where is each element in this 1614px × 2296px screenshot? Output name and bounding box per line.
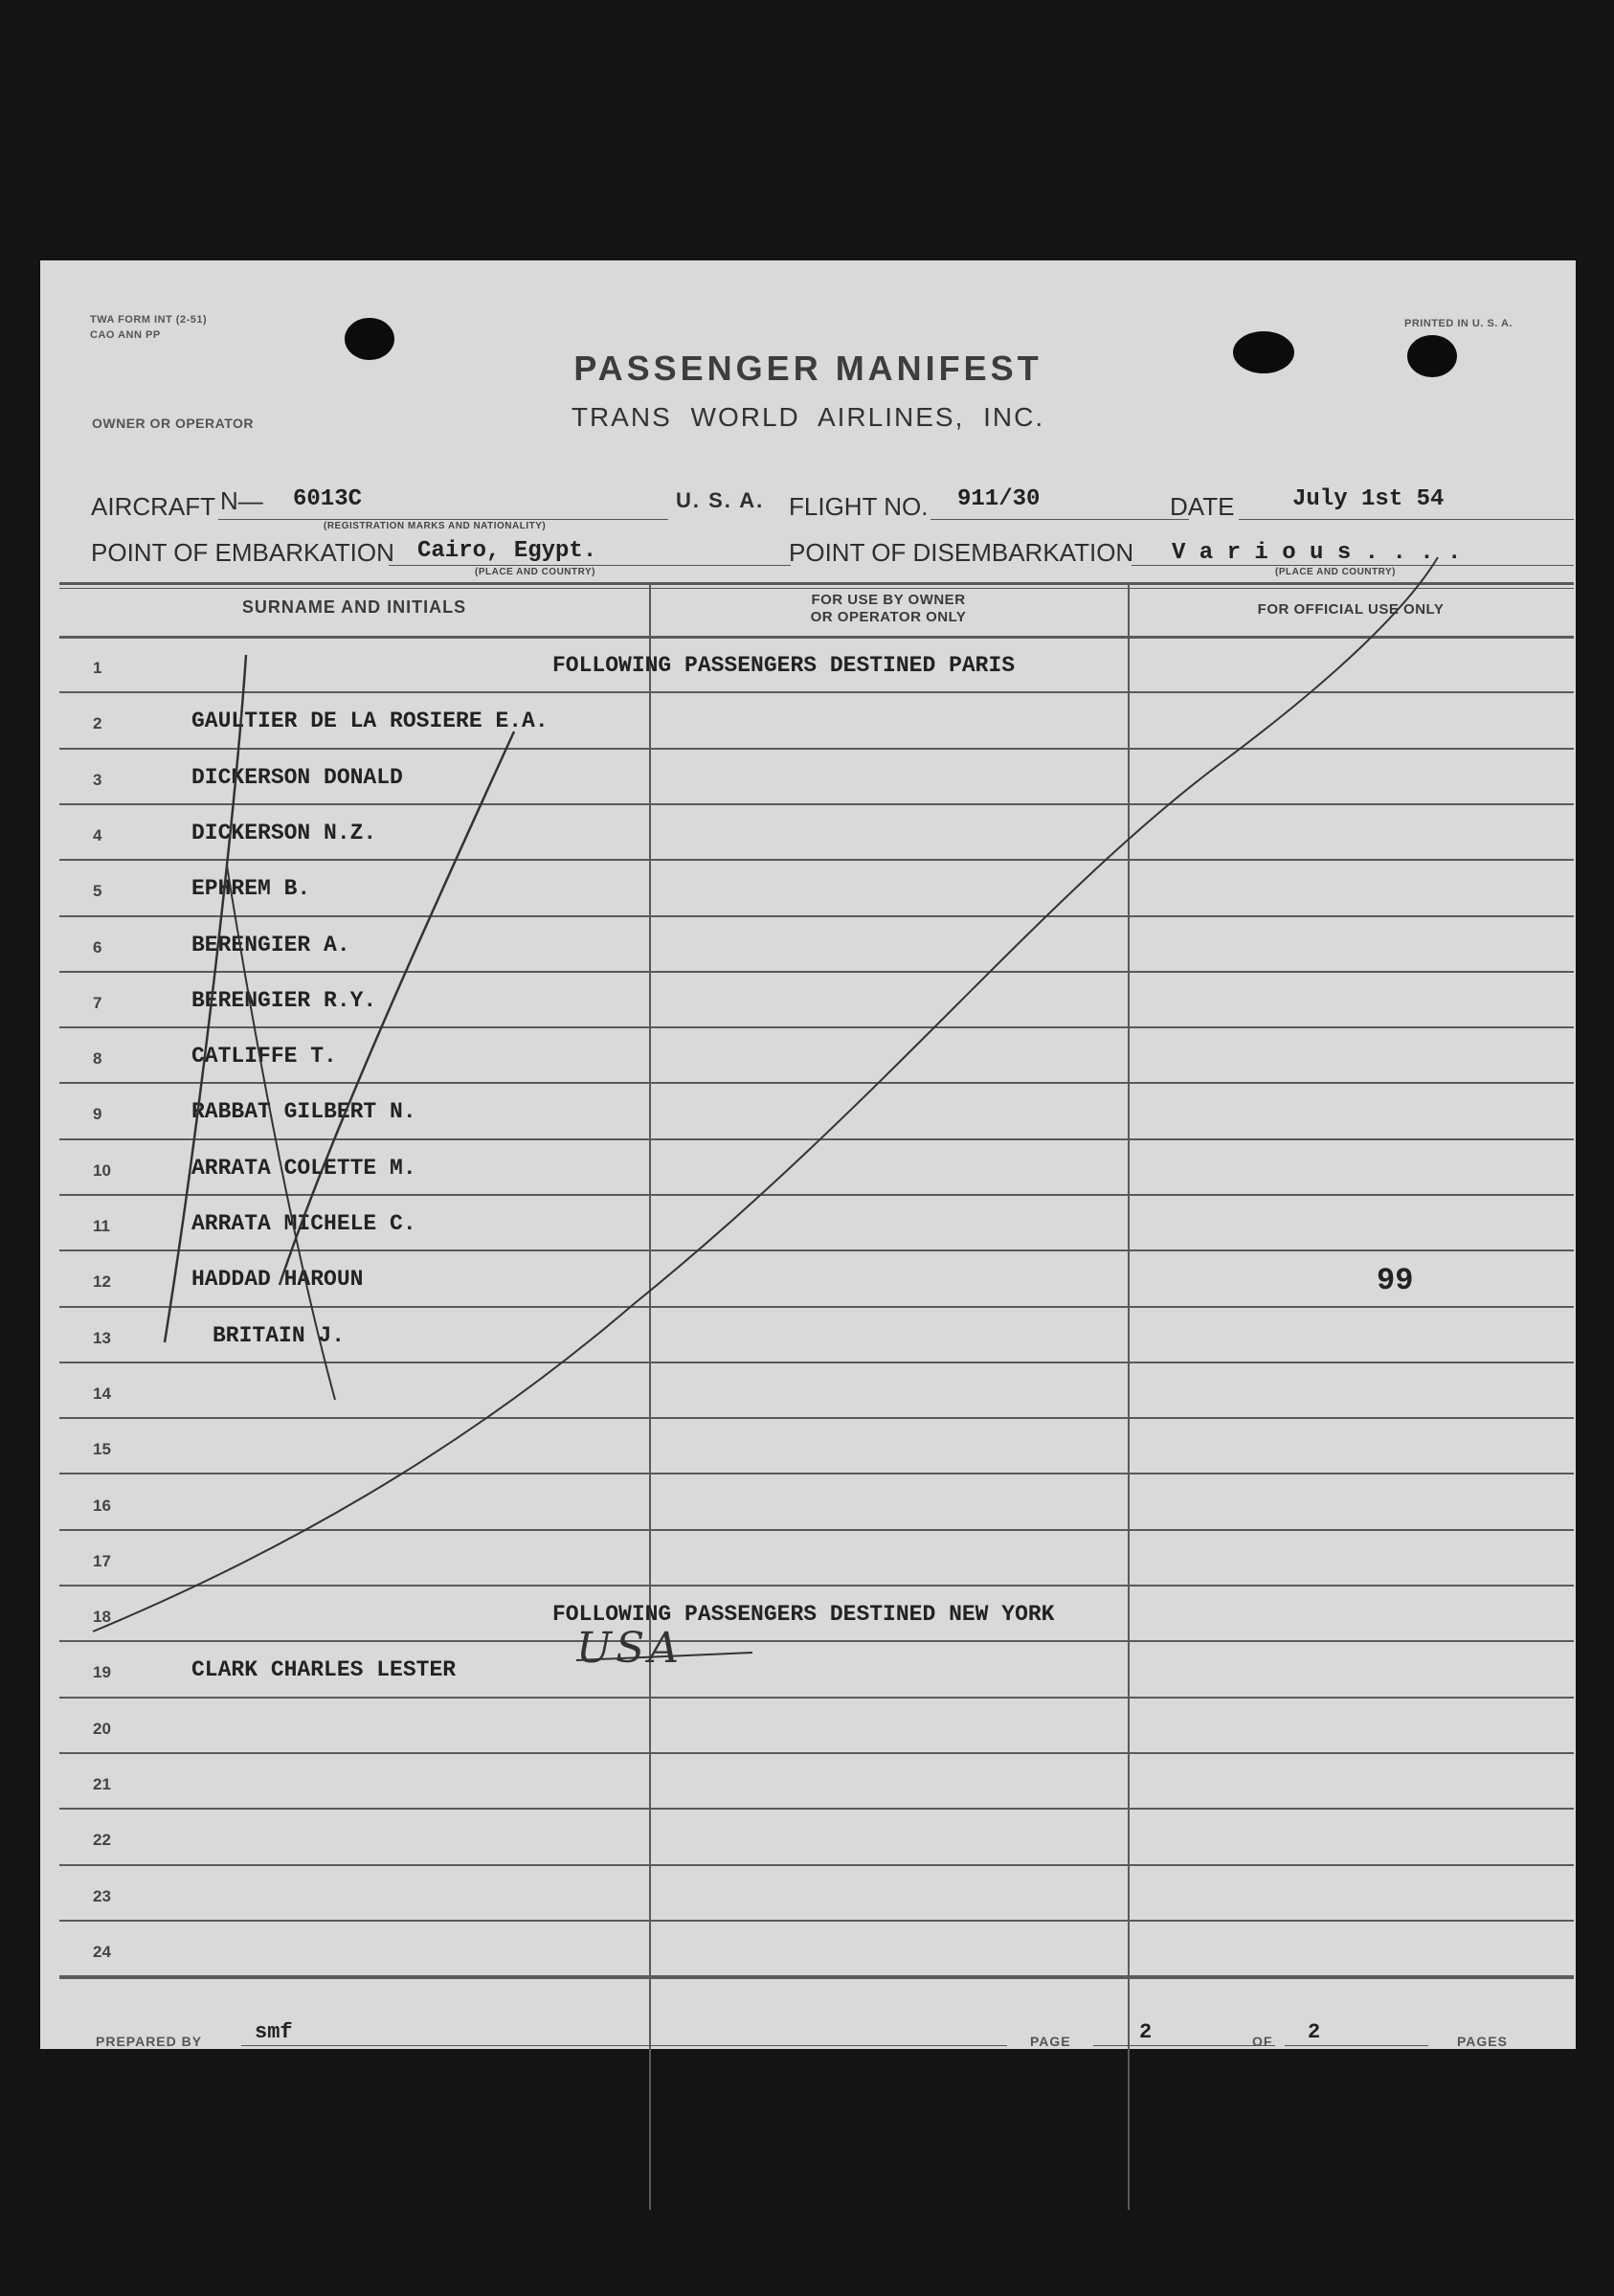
- passenger-name: DICKERSON DONALD: [191, 765, 403, 790]
- cancel-stroke-2: [280, 732, 514, 1285]
- handwritten-note: USA: [576, 1624, 683, 1673]
- page-label: PAGE: [1030, 2034, 1071, 2049]
- page-value: 2: [1139, 2020, 1153, 2044]
- row-number: 14: [93, 1384, 111, 1403]
- passenger-name: HADDAD HAROUN: [191, 1267, 364, 1292]
- row-number: 1: [93, 659, 102, 677]
- row-number: 5: [93, 882, 102, 900]
- prepared-label: PREPARED BY: [96, 2034, 203, 2049]
- printed-in: PRINTED IN U. S. A.: [1404, 318, 1513, 329]
- official-mark: 99: [1377, 1263, 1414, 1298]
- row-number: 17: [93, 1552, 111, 1570]
- form-code-line2: CAO ANN PP: [90, 329, 161, 341]
- aircraft-value: 6013C: [293, 486, 363, 512]
- aircraft-prefix: N—: [220, 486, 263, 515]
- column-header-official-use: FOR OFFICIAL USE ONLY: [1257, 601, 1445, 618]
- pages-label: PAGES: [1457, 2034, 1508, 2049]
- embarkation-label: POINT OF EMBARKATION: [91, 538, 394, 567]
- company-name: TRANS WORLD AIRLINES, INC.: [571, 402, 1045, 432]
- flight-value: 911/30: [957, 486, 1041, 512]
- row-number: 8: [93, 1049, 102, 1068]
- destination-heading: FOLLOWING PASSENGERS DESTINED NEW YORK: [552, 1602, 1055, 1627]
- row-number: 16: [93, 1497, 111, 1515]
- date-value: July 1st 54: [1292, 486, 1445, 512]
- row-number: 12: [93, 1272, 111, 1291]
- row-number: 3: [93, 771, 102, 789]
- disembarkation-label: POINT OF DISEMBARKATION: [789, 538, 1134, 567]
- date-label: DATE: [1170, 492, 1235, 521]
- passenger-name: EPHREM B.: [191, 876, 311, 901]
- passenger-name: BRITAIN J.: [213, 1323, 346, 1348]
- passenger-name: ARRATA COLETTE M.: [191, 1156, 416, 1181]
- column-header-owner-use-2: OR OPERATOR ONLY: [810, 609, 967, 625]
- row-number: 13: [93, 1329, 111, 1347]
- destination-heading: FOLLOWING PASSENGERS DESTINED PARIS: [552, 653, 1016, 678]
- cancel-stroke-1: [165, 655, 246, 1342]
- of-value: 2: [1308, 2020, 1321, 2044]
- form-title: PASSENGER MANIFEST: [573, 349, 1042, 388]
- passenger-name: BERENGIER R.Y.: [191, 988, 377, 1013]
- row-number: 10: [93, 1161, 111, 1180]
- passenger-name: RABBAT GILBERT N.: [191, 1099, 416, 1124]
- passenger-name: CLARK CHARLES LESTER: [191, 1657, 457, 1682]
- aircraft-label: AIRCRAFT: [91, 492, 215, 521]
- manifest-page: [40, 260, 1576, 2049]
- flight-label: FLIGHT NO.: [789, 492, 929, 521]
- row-number: 22: [93, 1831, 111, 1849]
- prepared-value: smf: [255, 2020, 293, 2044]
- cancel-stroke-3: [227, 866, 335, 1400]
- form-code-line1: TWA FORM INT (2-51): [90, 314, 208, 326]
- cancel-diagonal-line: [93, 557, 1438, 1632]
- column-header-owner-use-1: FOR USE BY OWNER: [811, 592, 966, 608]
- place-caption2: (PLACE AND COUNTRY): [1275, 567, 1396, 577]
- hand-marks: [40, 260, 1576, 2049]
- passenger-name: GAULTIER DE LA ROSIERE E.A.: [191, 709, 549, 733]
- row-number: 21: [93, 1775, 111, 1793]
- row-number: 19: [93, 1663, 111, 1681]
- column-header-surname: SURNAME AND INITIALS: [241, 597, 467, 617]
- row-number: 23: [93, 1887, 111, 1905]
- row-number: 18: [93, 1608, 111, 1626]
- registration-caption: (REGISTRATION MARKS AND NATIONALITY): [324, 521, 547, 531]
- row-number: 2: [93, 714, 102, 732]
- passenger-name: CATLIFFE T.: [191, 1044, 337, 1069]
- passenger-name: BERENGIER A.: [191, 933, 350, 957]
- row-number: 7: [93, 994, 102, 1012]
- nationality: U. S. A.: [676, 488, 765, 512]
- of-label: OF: [1252, 2034, 1273, 2049]
- row-number: 4: [93, 826, 102, 844]
- row-number: 11: [93, 1217, 110, 1235]
- row-number: 20: [93, 1720, 111, 1738]
- owner-label: OWNER OR OPERATOR: [92, 416, 254, 431]
- passenger-name: DICKERSON N.Z.: [191, 821, 377, 845]
- embarkation-value: Cairo, Egypt.: [417, 538, 597, 564]
- row-number: 24: [93, 1943, 111, 1961]
- row-number: 15: [93, 1440, 111, 1458]
- row-number: 9: [93, 1105, 102, 1123]
- passenger-name: ARRATA MICHELE C.: [191, 1211, 416, 1236]
- place-caption: (PLACE AND COUNTRY): [475, 567, 595, 577]
- row-number: 6: [93, 938, 102, 957]
- disembarkation-value: V a r i o u s . . . .: [1172, 540, 1462, 566]
